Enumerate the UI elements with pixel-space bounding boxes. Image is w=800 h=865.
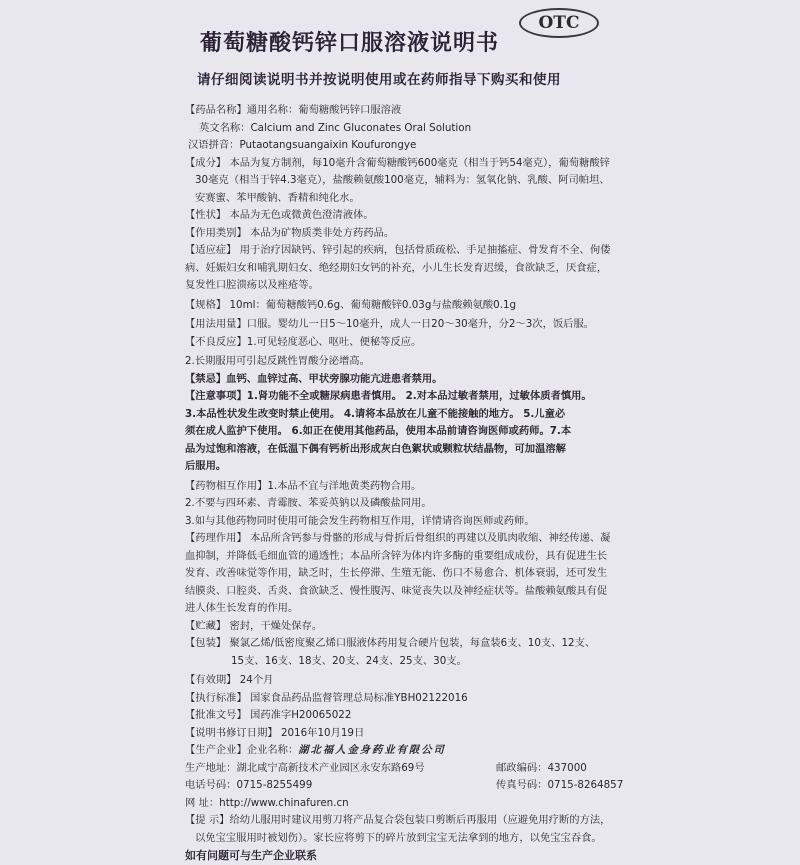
pharmacology-line-5: 进人体生长发育的作用。 [185,602,299,614]
storage-section: 【贮藏】 密封，干燥处保存。 [185,619,323,632]
composition-line-2: 30毫克（相当于锌4.3毫克），盐酸赖氨酸100毫克，辅料为：氢氧化钠、乳酸、阿司帕坦、 [195,174,610,186]
tips-line-1: 【提 示】给幼儿服用时建议用剪刀将产品复合袋包装口剪断后再服用（应避免用疗断的方法， [185,814,611,826]
precautions-line-1: 【注意事项】1.肾功能不全或糖尿病患者慎用。 2.对本品过敏者禁用，过敏体质者慎用。 [185,390,592,402]
pinyin-name: 汉语拼音：Putaotangsuangaixin Koufurongye [188,139,417,151]
manufacturer-contact-row [185,777,625,795]
composition-line-3: 安赛蜜、苯甲酸钠、香精和纯化水。 [195,191,360,204]
approval-section: 【批准文号】 国药准字H20065022 [185,709,352,721]
composition-line-1: 【成分】 本品为复方制剂，每10毫升含葡萄糖酸钙600毫克（相当于钙54毫克），葡萄糖酸锌 [185,156,610,169]
tips-line-2: 以免宝宝服用时被划伤）。家长应将剪下的碎片放到宝宝无法拿到的地方，以免宝宝吞食。 [195,831,602,844]
english-name: 英文名称：Calcium and Zinc Gluconates Oral Solution [199,121,472,134]
standard-section: 【执行标准】 国家食品药品监督管理总局标准YBH02122016 [185,691,468,704]
manufacturer-name-row [185,742,625,760]
spec-section: 【规格】 10ml：葡萄糖酸钙0.6g、葡萄糖酸锌0.03g与盐酸赖氨酸0.1g [185,298,517,311]
indications-line-1: 【适应症】 用于治疗因缺钙、锌引起的疾病，包括骨质疏松、手足抽搐症、骨发育不全、佝偻 [185,244,611,256]
manufacturer-address-row [185,760,625,778]
revision-section: 【说明书修订日期】 2016年10月19日 [185,726,365,739]
manufacturer-website: 网 址：http://www.chinafuren.cn [185,796,349,809]
precautions-line-2: 3.本品性状发生改变时禁止使用。 4.请将本品放在儿童不能接触的地方。 5.儿童必 [185,407,566,420]
character-section: 【性状】 本品为无色或微黄色澄清液体。 [185,209,374,221]
precautions-line-3: 须在成人监护下使用。 6.如正在使用其他药品，使用本品前请咨询医师或药师。7.本 [185,425,572,437]
manufacturer-phone: 电话号码：0715-8255499 [185,779,313,791]
drug-name-section [185,102,625,120]
adverse-line-2: 2.长期服用可引起反跳性胃酸分泌增高。 [185,355,370,367]
interactions-line-2: 2.不要与四环素、青霉胺、苯妥英钠以及磷酸盐同用。 [185,497,432,509]
pharmacology-line-2: 血抑制，并降低毛细血管的通透性；本品所含锌为体内许多酶的重要组成成份，具有促进生长 [185,549,608,562]
manufacturer-company: 湖北福人金身药业有限公司 [298,744,446,756]
contraindications-section: 【禁忌】血钙、血锌过高、甲状旁腺功能亢进患者禁用。 [185,372,443,385]
validity-section: 【有效期】 24个月 [185,674,274,686]
package-line-2: 15支、16支、18支、20支、24支、25支、30支。 [231,654,467,667]
manufacturer-address: 生产地址：湖北咸宁高新技术产业园区永安东路69号 [185,761,425,774]
drug-name-label: 【药品名称】 [185,104,247,116]
indications-line-3: 复发性口腔溃疡以及痤疮等。 [185,279,319,291]
precautions-line-5: 后服用。 [185,460,227,472]
otc-badge: OTC [519,8,599,38]
manufacturer-label: 【生产企业】企业名称： [185,744,299,756]
dosage-section: 【用法用量】口服。婴幼儿一日5～10毫升，成人一日20～30毫升，分2～3次，饭后服。 [185,318,595,330]
manufacturer-fax: 传真号码：0715-8264857 [496,779,624,791]
leaflet-content [185,102,625,865]
adverse-line-1: 【不良反应】1.可见轻度恶心、呕吐、便秘等反应。 [185,335,422,348]
pharmacology-line-3: 发育、改善味觉等作用，缺乏时，生长停滞、生殖无能、伤口不易愈合、机体衰弱，还可发生 [185,567,608,579]
interactions-line-3: 3.如与其他药物同时使用可能会发生药物相互作用，详情请咨询医师或药师。 [185,514,535,527]
package-line-1: 【包装】 聚氯乙烯/低密度聚乙烯口服液体药用复合硬片包装，每盒装6支、10支、12支、 [185,637,596,649]
interactions-line-1: 【药物相互作用】1.本品不宜与洋地黄类药物合用。 [185,479,422,492]
category-section: 【作用类别】 本品为矿物质类非处方药药品。 [185,226,395,239]
indications-line-2: 病、妊娠妇女和哺乳期妇女、绝经期妇女钙的补充，小儿生长发育迟缓，食欲缺乏，厌食症， [185,261,608,274]
pharmacology-line-1: 【药理作用】 本品所含钙参与骨骼的形成与骨折后骨组织的再建以及肌肉收缩、神经传递、凝 [185,532,611,544]
pharmacology-line-4: 结膜炎、口腔炎、舌炎、食欲缺乏、慢性腹泻、味觉丧失以及神经症状等。盐酸赖氨酸具有促 [185,584,608,597]
contact-footer: 如有问题可与生产企业联系 [185,849,317,862]
document-subtitle: 请仔细阅读说明书并按说明使用或在药师指导下购买和使用 [197,72,561,88]
manufacturer-postcode: 邮政编码：437000 [496,761,587,774]
generic-name: 通用名称：葡萄糖酸钙锌口服溶液 [246,104,402,116]
document-title: 葡萄糖酸钙锌口服溶液说明书 [200,31,500,56]
precautions-line-4: 品为过饱和溶液，在低温下偶有钙析出形成灰白色絮状或颗粒状结晶物，可加温溶解 [185,442,566,455]
